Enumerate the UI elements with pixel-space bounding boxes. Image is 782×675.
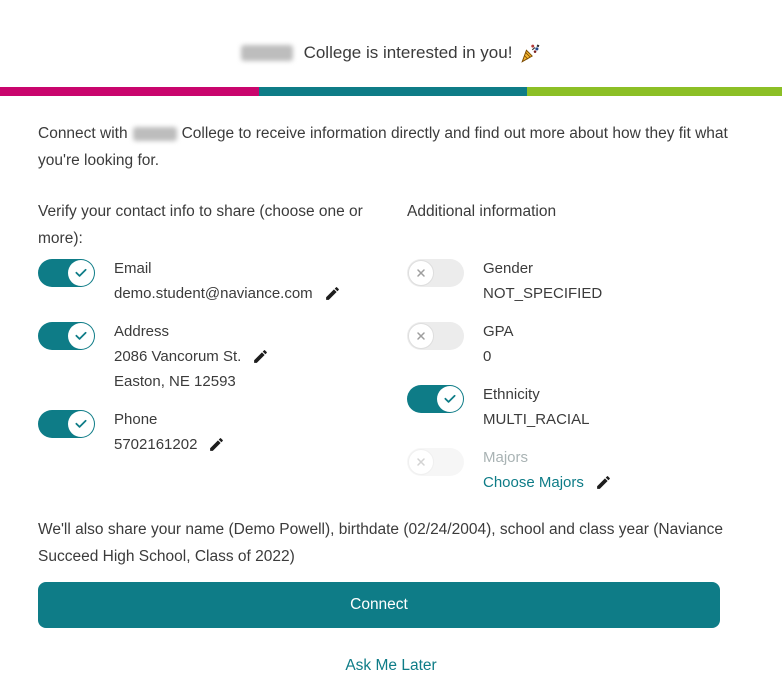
connect-button[interactable]: Connect [38, 582, 720, 628]
modal-header [0, 0, 782, 66]
email-label: Email [114, 260, 152, 277]
gpa-value: 0 [483, 348, 492, 365]
edit-majors-button[interactable] [595, 474, 612, 491]
additional-row-gender [407, 256, 744, 306]
address-toggle[interactable] [38, 322, 95, 350]
gpa-label: GPA [483, 323, 514, 340]
ethnicity-label: Ethnicity [483, 386, 540, 403]
pencil-icon [252, 348, 269, 365]
toggle-knob [68, 411, 94, 437]
x-icon [415, 267, 427, 279]
stripe-teal-segment [259, 87, 527, 96]
additional-row-gpa [407, 319, 744, 369]
check-icon [74, 329, 88, 343]
additional-info-section [407, 198, 744, 508]
toggle-knob [408, 449, 434, 475]
address-label: Address [114, 323, 170, 340]
ethnicity-value: MULTI_RACIAL [483, 411, 590, 428]
additional-section-heading: Additional information [407, 203, 557, 220]
ask-me-later-wrap [38, 657, 744, 675]
page-title-text: College is interested in you! [303, 43, 513, 62]
info-columns [38, 198, 744, 508]
pencil-icon [595, 474, 612, 491]
ethnicity-toggle[interactable] [407, 385, 464, 413]
toggle-knob [408, 323, 434, 349]
pencil-icon [208, 436, 225, 453]
stripe-green-segment [527, 87, 782, 96]
contact-info-section [38, 198, 407, 508]
gender-label: Gender [483, 260, 534, 277]
address-line1: 2086 Vancorum St. [114, 348, 242, 365]
intro-text [38, 120, 744, 174]
contact-row-email [38, 256, 407, 306]
party-popper-icon [519, 42, 541, 64]
email-toggle[interactable] [38, 259, 95, 287]
edit-address-button[interactable] [252, 348, 269, 365]
phone-label: Phone [114, 411, 158, 428]
x-icon [415, 330, 427, 342]
majors-toggle[interactable] [407, 448, 464, 476]
intro-after: College to receive information directly and find out more about how they fit what you're looking for. [38, 125, 728, 169]
gender-toggle[interactable] [407, 259, 464, 287]
majors-label: Majors [483, 449, 529, 466]
address-line2: Easton, NE 12593 [114, 373, 236, 390]
brand-stripe [0, 87, 782, 96]
page-title [241, 42, 542, 64]
toggle-knob [408, 260, 434, 286]
edit-email-button[interactable] [324, 285, 341, 302]
gender-value: NOT_SPECIFIED [483, 285, 603, 302]
toggle-knob [68, 260, 94, 286]
gpa-toggle[interactable] [407, 322, 464, 350]
choose-majors-link[interactable]: Choose Majors [483, 474, 584, 491]
redacted-college-name [241, 45, 293, 61]
contact-row-phone [38, 407, 407, 457]
edit-phone-button[interactable] [208, 436, 225, 453]
contact-row-address [38, 319, 407, 394]
redacted-college-name-inline [133, 127, 177, 141]
stripe-pink-segment [0, 87, 259, 96]
phone-toggle[interactable] [38, 410, 95, 438]
modal-body [0, 120, 782, 675]
ask-me-later-link[interactable]: Ask Me Later [345, 657, 437, 674]
check-icon [74, 417, 88, 431]
email-value: demo.student@naviance.com [114, 285, 313, 302]
additional-row-majors [407, 445, 744, 495]
pencil-icon [324, 285, 341, 302]
phone-value: 5702161202 [114, 436, 198, 453]
check-icon [443, 392, 457, 406]
contact-section-heading: Verify your contact info to share (choose one or more): [38, 203, 363, 247]
x-icon [415, 456, 427, 468]
toggle-knob [437, 386, 463, 412]
additional-row-ethnicity [407, 382, 744, 432]
toggle-knob [68, 323, 94, 349]
check-icon [74, 266, 88, 280]
intro-before: Connect with [38, 125, 128, 142]
share-disclosure-text: We'll also share your name (Demo Powell), birthdate (02/24/2004), school and class year (Naviance Succeed High School, Class of 2022) [38, 521, 724, 565]
